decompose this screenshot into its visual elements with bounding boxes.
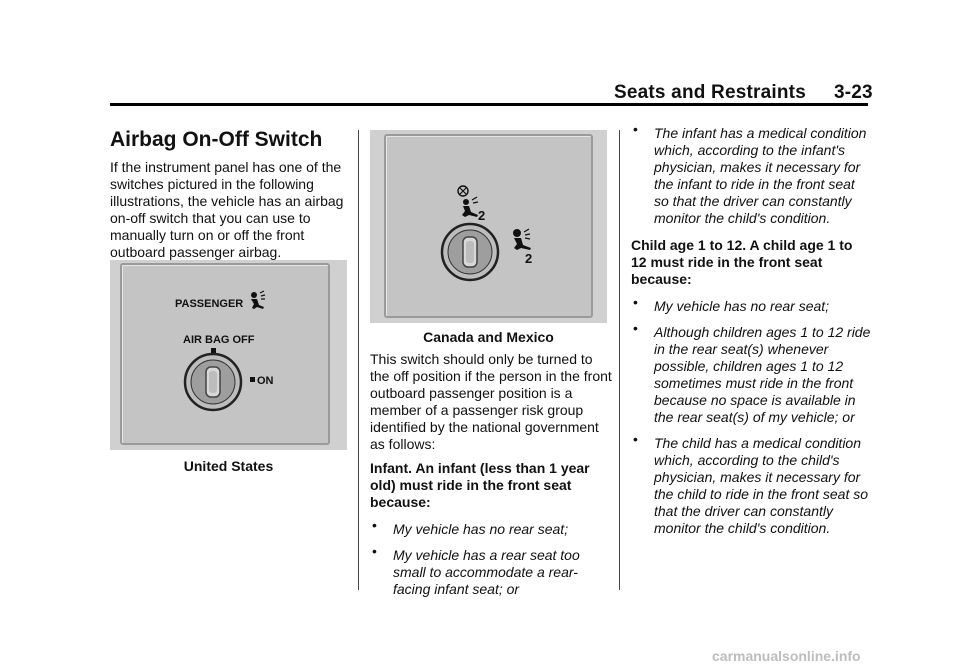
caption-canada-mexico: Canada and Mexico [423,329,554,345]
airbag-on-symbol-icon [513,229,531,250]
watermark-footer: carmanualsonline.info [712,648,861,664]
switch-illustration-us [110,260,347,450]
on-indicator-light [250,377,255,382]
list-item: • My vehicle has no rear seat; [372,517,569,537]
child-heading: Child age 1 to 12. A child age 1 to 12 must ride in the front seat because: [631,237,853,287]
passenger-label: PASSENGER [175,298,244,310]
rotary-key-switch-canada [442,224,498,280]
header-rule [110,103,868,106]
list-item: • The child has a medical condition which, according to the child's physician, makes it necessary for the child to ride in the front seat so that the driver can constantly monitor the child's condition. [633,431,869,536]
list-item: • The infant has a medical condition which, according to the infant's physician, makes it necessary for the infant to ride in the front seat so that the driver can constantly monitor the child's condition. [633,121,867,226]
column-divider-2 [619,130,620,590]
rotary-key-switch [185,354,241,410]
infant-heading: Infant. An infant (less than 1 year old) must ride in the front seat because: [370,460,590,510]
on-label: ON [257,375,274,387]
intro-paragraph: If the instrument panel has one of the switches pictured in the following illustrations, the vehicle has an airbag on-off switch that you can use to manually turn on or off the front outboard passenger airbag. [110,159,344,260]
figure-number-b: 2 [525,251,533,266]
column-divider-1 [358,130,359,590]
off-indicator-light [211,348,216,353]
list-item: • Although children ages 1 to 12 ride in the rear seat(s) whenever possible, children ages 1 to 12 sometimes must ride in the front because no space is available in the rear seat(s) of my vehicle; or [633,320,871,425]
column-2-text [370,351,615,607]
figure-number-a: 2 [478,208,486,223]
section-title: Seats and Restraints [614,82,806,103]
figure-united-states [110,260,347,450]
page-header [614,82,873,104]
risk-group-paragraph: This switch should only be turned to the off position if the person in the front outboard passenger position is a member of a passenger risk group identified by the national government as follows: [370,351,612,452]
switch-illustration-canada [370,130,607,323]
airbag-off-symbol-icon [458,186,478,217]
airbag-off-label: AIR BAG OFF [183,334,255,346]
figure-canada-mexico [370,130,607,323]
list-item: • My vehicle has a rear seat too small to accommodate a rear-facing infant seat; or [372,543,580,597]
section-heading: Airbag On-Off Switch [110,128,323,151]
caption-united-states: United States [183,458,274,474]
page-number: 3-23 [833,82,873,103]
list-item: • My vehicle has no rear seat; [633,294,830,314]
passenger-airbag-icon [251,291,265,309]
column-3-text [631,121,871,546]
